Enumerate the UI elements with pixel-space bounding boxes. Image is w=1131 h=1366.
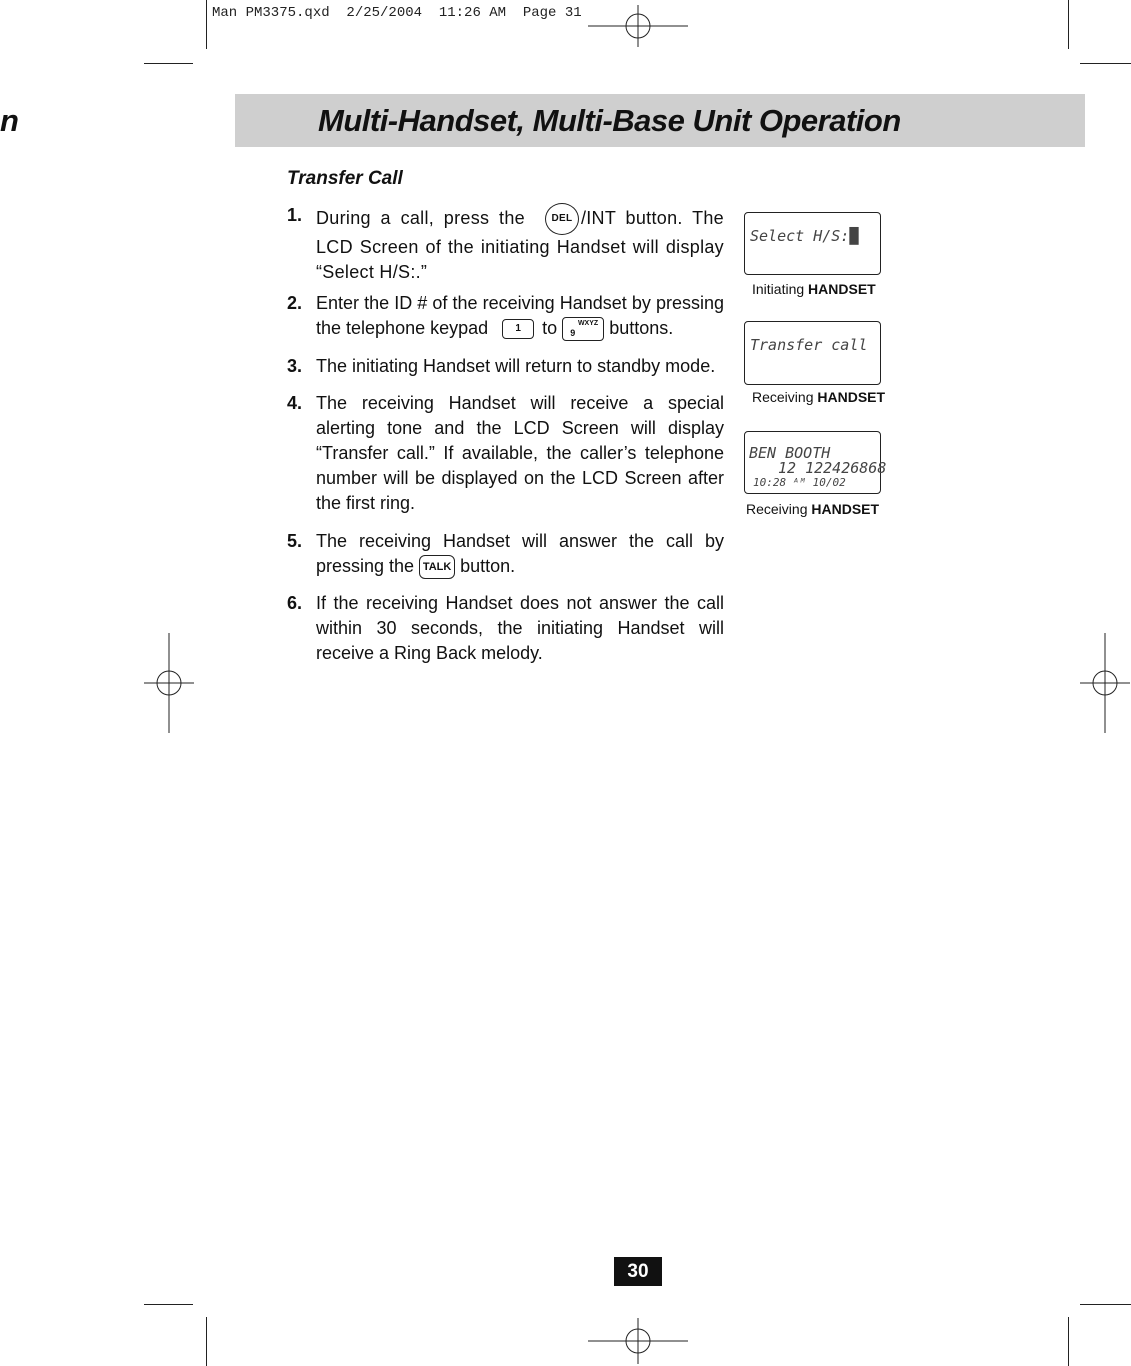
- step-number: 6.: [287, 593, 303, 613]
- lcd-line: 10:28 ᴬᴹ 10/02: [753, 476, 846, 489]
- crop-mark: [1068, 1317, 1069, 1366]
- step-text: The receiving Handset will receive a special alerting tone and the LCD Screen will display “Transfer call.” If available, the caller’s telephone number will be displayed on the LCD Screen after the first ring.: [316, 393, 724, 513]
- crop-mark: [144, 1304, 193, 1305]
- keypad-1-icon: 1: [502, 319, 534, 339]
- page-title: Multi-Handset, Multi-Base Unit Operation: [318, 103, 901, 138]
- step-text: If the receiving Handset does not answer the call within 30 seconds, the initiating Handset will receive a Ring Back melody.: [316, 593, 724, 663]
- key-letters: WXYZ: [577, 320, 599, 328]
- step-6: [287, 591, 724, 666]
- step-number: 5.: [287, 531, 303, 551]
- lcd-line: Transfer call: [750, 336, 868, 354]
- header-bar-gap: [0, 94, 235, 147]
- registration-mark-icon: [588, 1318, 688, 1364]
- step-4: [287, 391, 724, 516]
- lcd-caption: [752, 389, 885, 405]
- lcd-line: BEN BOOTH: [749, 444, 831, 462]
- step-1: [287, 203, 724, 285]
- crop-mark: [144, 63, 193, 64]
- step-5: [287, 529, 724, 579]
- registration-mark-icon: [1080, 633, 1130, 733]
- crop-mark: [1080, 1304, 1131, 1305]
- step-text: to: [542, 318, 558, 338]
- file-slug: Man PM3375.qxd 2/25/2004 11:26 AM Page 31: [212, 5, 582, 21]
- step-text: buttons.: [609, 318, 674, 338]
- lcd-line: 12 122426868: [778, 459, 887, 477]
- step-text: /INT button. The LCD Screen of the initiating Handset will display “Select H/S:.”: [316, 207, 724, 282]
- lcd-screen-initiating: [744, 212, 881, 275]
- step-number: 4.: [287, 393, 303, 413]
- crop-mark: [1080, 63, 1131, 64]
- caption-bold: HANDSET: [811, 501, 880, 517]
- step-number: 2.: [287, 293, 303, 313]
- step-3: [287, 354, 724, 379]
- lcd-caption: [746, 501, 879, 517]
- lcd-screen-callerid: [744, 431, 887, 494]
- header-fragment: n: [0, 103, 19, 138]
- step-text: button.: [460, 556, 516, 576]
- caption-prefix: Receiving: [752, 389, 814, 405]
- key-digit: 9: [570, 328, 576, 339]
- step-text: The receiving Handset will answer the call by pressing the: [316, 531, 724, 576]
- registration-mark-icon: [144, 633, 194, 733]
- caption-bold: HANDSET: [808, 281, 876, 297]
- step-2: [287, 291, 724, 341]
- del-key-icon: DEL: [545, 203, 579, 235]
- crop-mark: [1068, 0, 1069, 49]
- lcd-line: Select H/S:█: [750, 227, 859, 245]
- caption-prefix: Initiating: [752, 281, 805, 297]
- step-text: Enter the ID # of the receiving Handset by pressing the telephone keypad: [316, 293, 724, 338]
- talk-key-icon: TALK: [419, 555, 455, 579]
- step-text: The initiating Handset will return to standby mode.: [316, 356, 716, 376]
- keypad-9-icon: [562, 317, 604, 341]
- lcd-caption: [752, 281, 876, 297]
- page-number: 30: [614, 1257, 662, 1286]
- section-title: Transfer Call: [287, 168, 403, 189]
- step-text: During a call, press the: [316, 207, 525, 228]
- step-number: 3.: [287, 356, 303, 376]
- caption-bold: HANDSET: [817, 389, 886, 405]
- step-number: 1.: [287, 205, 303, 225]
- caption-prefix: Receiving: [746, 501, 808, 517]
- crop-mark: [206, 0, 207, 49]
- registration-mark-icon: [588, 5, 688, 47]
- crop-mark: [206, 1317, 207, 1366]
- lcd-screen-receiving: [744, 321, 881, 385]
